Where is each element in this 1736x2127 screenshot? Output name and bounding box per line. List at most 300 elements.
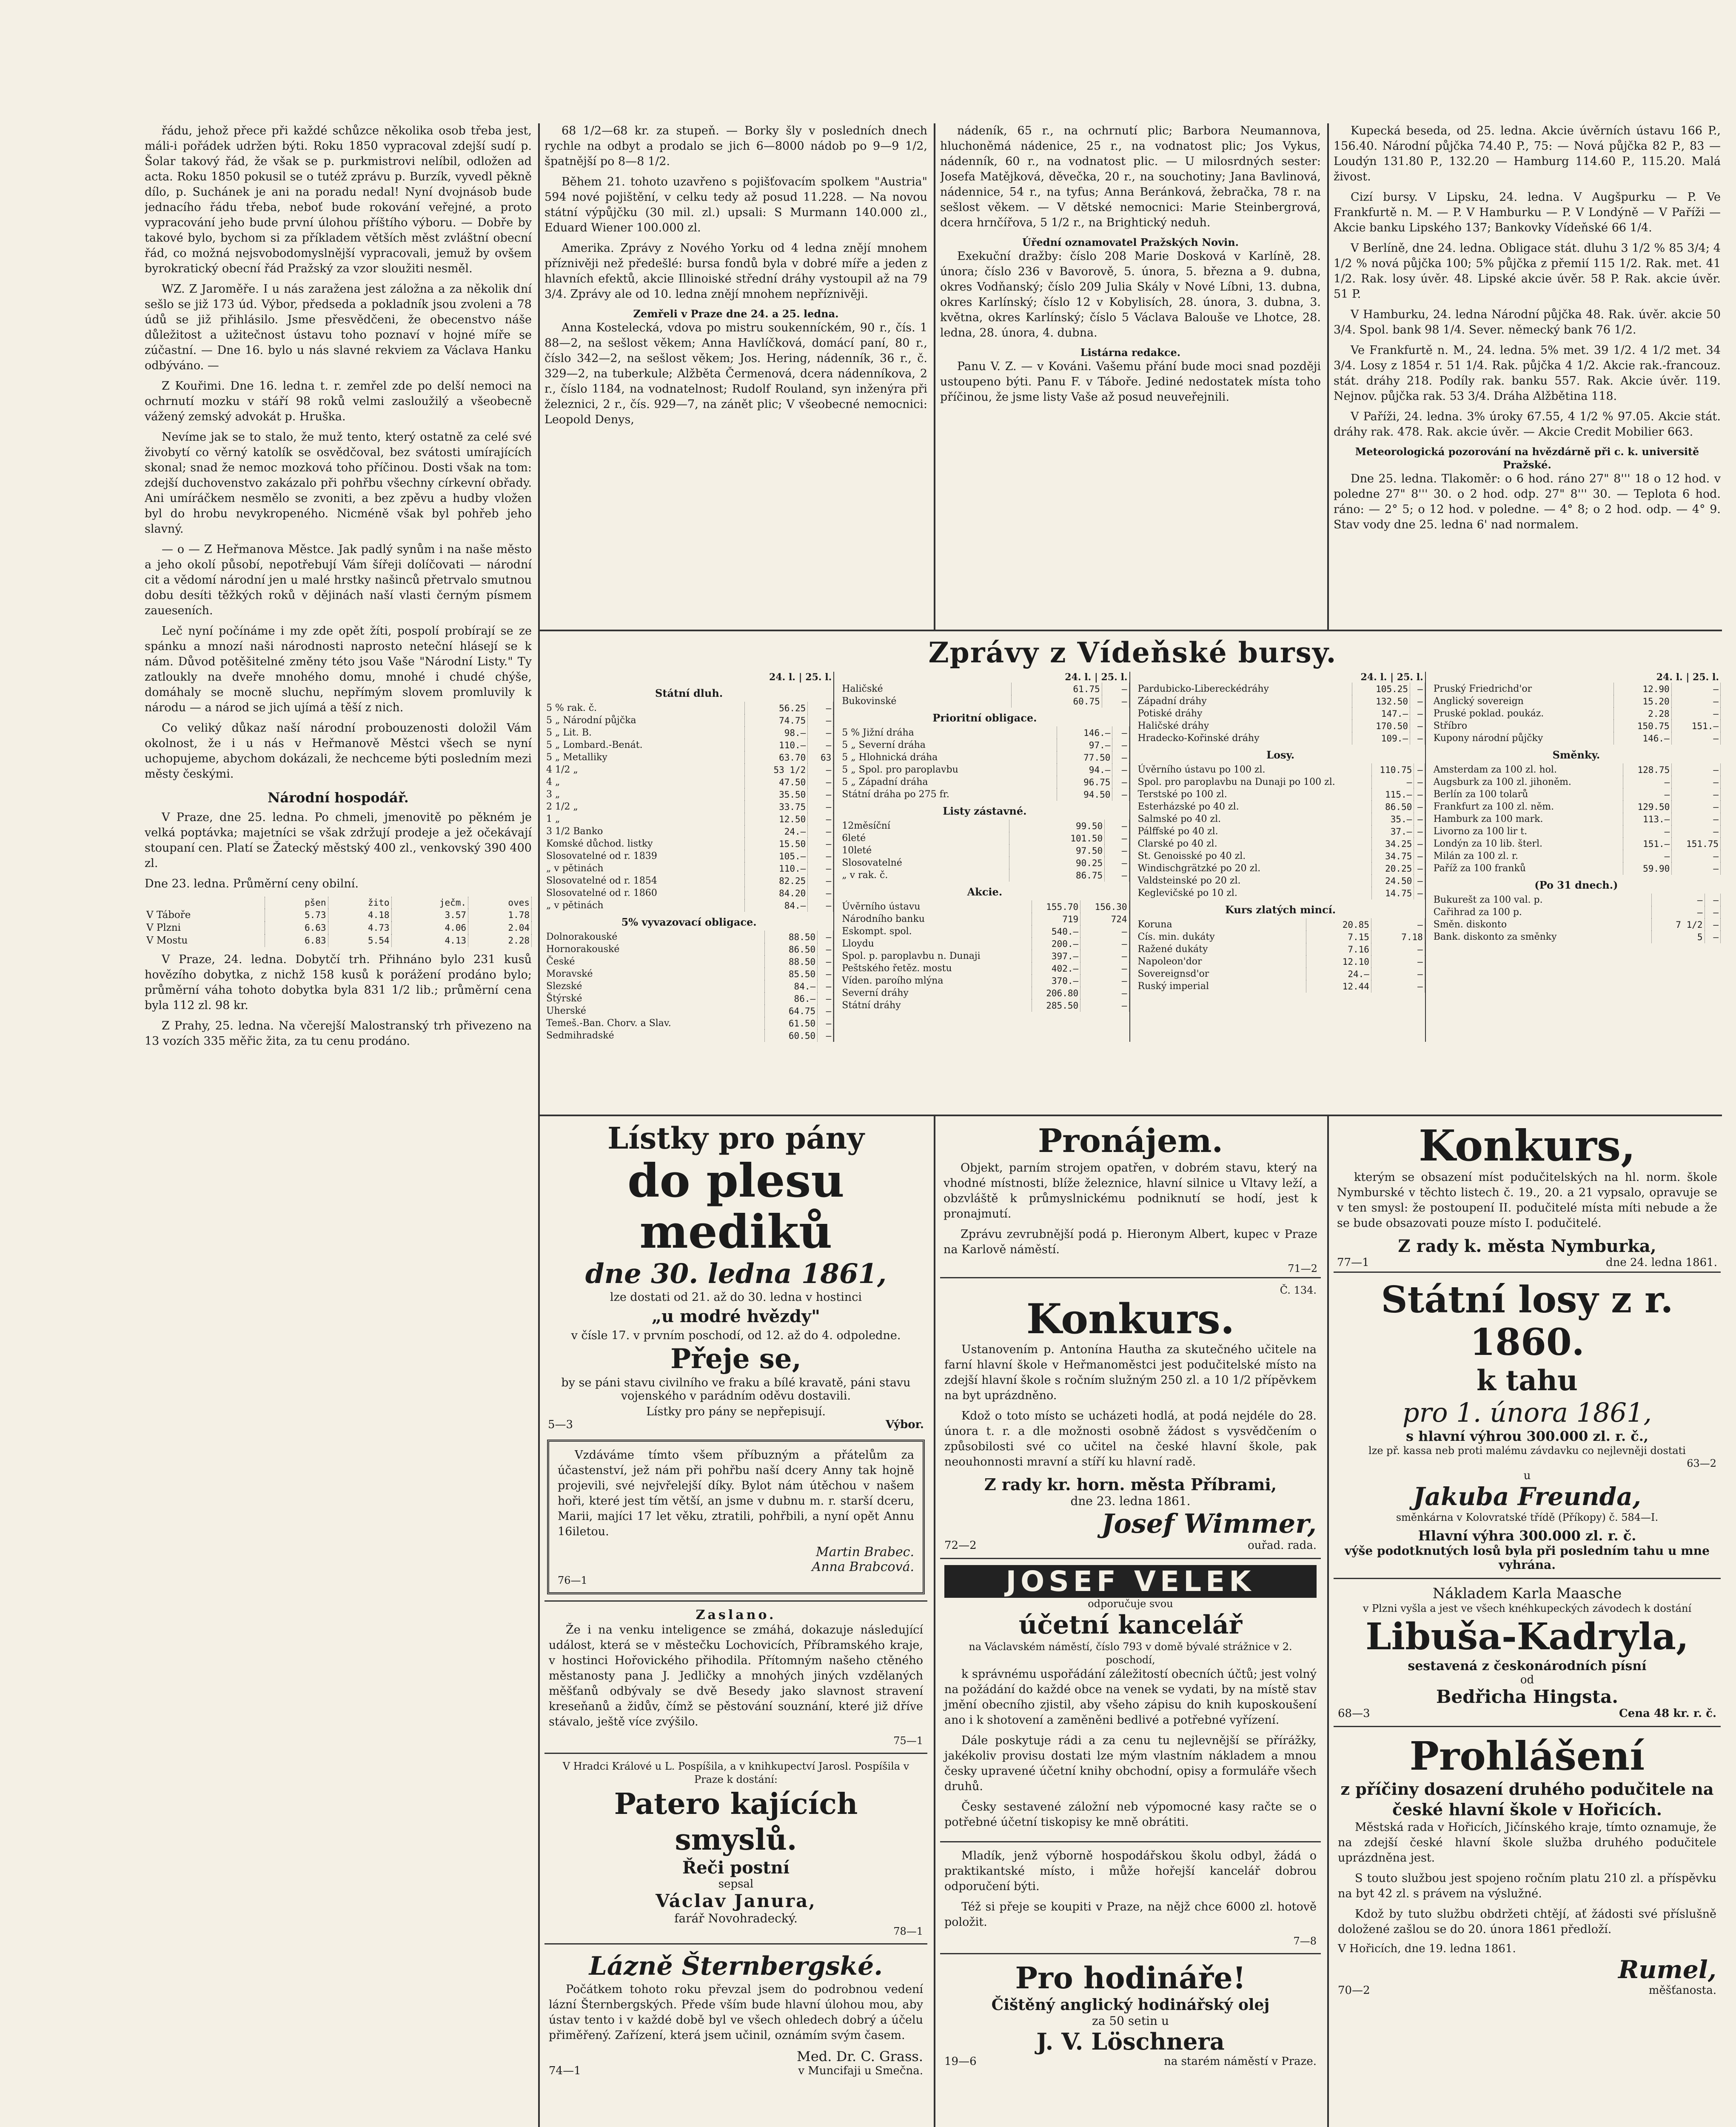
security-name: Cís. min. dukáty xyxy=(1136,931,1306,943)
ad-headline: JOSEF VELEK xyxy=(944,1565,1317,1598)
deaths-title: Zemřeli v Praze dne 24. a 25. ledna. xyxy=(633,308,839,320)
price-value: — xyxy=(1651,894,1705,906)
price-value: — xyxy=(1410,695,1425,707)
ad-headline: Státní losy z r. 1860. xyxy=(1381,1278,1673,1364)
price-value: 20.25 xyxy=(1371,862,1414,875)
security-name: 5 „ Spol. pro paroplavbu xyxy=(840,764,1057,776)
table-row xyxy=(544,727,833,739)
table-row xyxy=(840,844,1129,857)
ad-text: Vzdáváme tímto všem příbuzným a přátelům za účastenství, jež nám při pohřbu naší dcery Anny tak hojně projevili, své nejvřelejší díky. Bylot nám útěchou v našem hoři, které jest tím větší, an jsme v dubnu m. r. starší dceru, Marii, majíci 17 let věku, ztratili, pohřbili, a nyní opět Annu 16iletou. xyxy=(558,1448,914,1538)
table-row xyxy=(544,1029,833,1042)
ad-text: směnkárna v Kolovratské třídě (Příkopy) č. 584—I. xyxy=(1396,1511,1659,1523)
price-value: — xyxy=(1371,968,1425,980)
table-row xyxy=(544,1005,833,1017)
table-row xyxy=(145,921,532,934)
date-head: 24. l. xyxy=(1065,672,1092,683)
notice-text: Exekuční dražby: číslo 208 Marie Dosková v Karlíně, 28. února; číslo 236 v Bavorově, 5. února, 5. března a 9. dubna, okres Vodňanský; číslo 209 Julia Skály v Nové Líbni, 13. dubna, okres Karlínský; číslo 12 v Kobylisích, 28. února, 3. dubna, 3. května, okres Karlínský; číslo 5 Václava Balouše ve Lhotce, 28. ledna, 28. února, 4. dubna. xyxy=(940,250,1321,339)
price-value: 97.50 xyxy=(1009,844,1105,857)
security-name: Slosovatelné od r. 1839 xyxy=(544,850,745,862)
price-value: — xyxy=(1671,707,1720,720)
price-value: 151.— xyxy=(1671,720,1720,732)
security-name: St. Genoisské po 40 zl. xyxy=(1136,850,1372,862)
price-value: 200.— xyxy=(1032,938,1080,950)
price-value: — xyxy=(1623,788,1672,801)
table-row xyxy=(544,887,833,899)
security-name: 5 „ Národní půjčka xyxy=(544,714,745,727)
security-name: Peštského řetěz. mostu xyxy=(840,962,1032,975)
price-value: — xyxy=(808,739,833,751)
security-name: Směn. diskonto xyxy=(1432,918,1651,931)
ad-num: 77—1 xyxy=(1337,1256,1369,1269)
price-value: — xyxy=(1672,788,1721,801)
security-name: Sovereignsd'or xyxy=(1136,968,1306,980)
price-value: 101.50 xyxy=(1009,832,1105,844)
price-value: — xyxy=(1371,943,1425,955)
article-paragraph: Během 21. tohoto uzavřeno s pojišťovacím spolkem "Austria" 594 nové pojištění, v celku tedy až posud 11.228. — Na novou státní výpůjčku (30 mil. zl.) upsali: S Murmann 140.000 zl., Eduard Wiener 100.000 zl. xyxy=(544,175,927,234)
security-name: Slezské xyxy=(544,980,765,992)
ad-text: farář Novohradecký. xyxy=(674,1911,798,1925)
price-value: 105.— xyxy=(745,850,808,862)
security-name: Haličské xyxy=(840,683,1011,695)
price-value: 110.75 xyxy=(1371,764,1414,776)
ad-text: Václav Janura, xyxy=(656,1890,816,1911)
table-row xyxy=(544,955,833,968)
price-value: 110.— xyxy=(745,739,808,751)
security-name: Windischgrätzké po 20 zl. xyxy=(1136,862,1372,875)
security-name: 4 „ xyxy=(544,776,745,788)
security-name: 5 „ Lit. B. xyxy=(544,727,745,739)
security-name: Spol. p. paroplavbu n. Dunaji xyxy=(840,950,1032,962)
ad-headline: Konkurs. xyxy=(1026,1295,1235,1343)
section-title: Národní hospodář. xyxy=(268,790,409,806)
article-paragraph: Kupecká beseda, od 25. ledna. Akcie úvěrních ústavu 166 P., 156.40. Národní půjčka 74.40 P., 75: — Nová půjčka 82 P., 83 — Loudýn 131.80 P., 132.20 — Hamburg 114.60 P., 115.20. Malá živost. xyxy=(1334,124,1721,183)
article-paragraph: Leč nyní počínáme i my zde opět žíti, pospolí probírají se ze spánku a mnozí naši národnosti naprosto neteční hlásejí se k nám. Důvod potěšitelné změny této jsou Vaše "Národní Listy." Ty zatloukly na dveře mnohého domu, mnohé i chudé chýše, domáhaly se mocně sluchu, nepřímým slovem promluvily k národu — a národ se jich ujímá a těší z nich. xyxy=(145,624,532,714)
price-value: — xyxy=(818,992,833,1005)
price-value: 370.— xyxy=(1032,975,1080,987)
table-row xyxy=(1136,776,1425,788)
security-name: Koruna xyxy=(1136,918,1306,931)
price-value: 86.75 xyxy=(1009,869,1105,881)
price-value: 53 1/2 xyxy=(745,764,808,776)
security-name: Severní dráhy xyxy=(840,987,1032,999)
ad-num: 72—2 xyxy=(944,1539,977,1552)
date-head: 25. l. xyxy=(805,672,832,683)
table-row xyxy=(840,832,1129,844)
ad-text: Hlavní výhra 300.000 zl. r. č. xyxy=(1418,1528,1636,1544)
price-value: 37.— xyxy=(1371,825,1414,838)
price-value: 63 xyxy=(808,751,833,764)
table-cell: 6.83 xyxy=(265,934,328,947)
table-row xyxy=(840,788,1129,801)
ad-sign: Med. Dr. C. Grass. xyxy=(797,2048,923,2064)
security-name: 5 „ Metalliky xyxy=(544,751,745,764)
ad-text: k správnému uspořádání záležitostí obecních účtů; jest volný na požádání do každé obce na venek se vydati, by na místě stav jmění obecního zjistil, aby všeho zápisu do knih kuposkoušení ano i k shotovení a zaměněni bedlivé a potřebné vyřízení. xyxy=(944,1668,1317,1727)
table-row xyxy=(145,934,532,947)
ad-text: za 50 setin u xyxy=(1092,2014,1169,2028)
ad-text: dne 23. ledna 1861. xyxy=(1070,1494,1191,1508)
price-value: — xyxy=(808,714,833,727)
price-value: — xyxy=(1080,975,1129,987)
ad-sign-row xyxy=(1338,1984,1716,1997)
table-cell: 5.73 xyxy=(265,909,328,921)
security-name: Národního banku xyxy=(840,913,1032,925)
security-name: Státní dráhy xyxy=(840,999,1032,1012)
security-name: 10leté xyxy=(840,844,1009,857)
security-name: Paříž za 100 franků xyxy=(1432,862,1623,875)
article-paragraph: nádeník, 65 r., na ochrnutí plic; Barbora Neumannova, hluchoněmá nádenice, 25 r., na vodnatost plic; Jos Vykus, nádenník, 60 r., na vodnatost plic. — U milosrdných sester: Josefa Matějková, děvečka, 20 r., na souchotiny; Jana Bavlinová, nádennice, 54 r., na tyfus; Anna Beránková, žebračka, 78 r. na sešlost věkem. — V dětské nemocnici: Marie Steinbergrová, dcera hrnčířova, 5 1/2 r., na Brightický neduh. xyxy=(940,124,1321,229)
price-value: 12.50 xyxy=(745,813,808,825)
table-row xyxy=(1136,862,1425,875)
security-name: Anglický sovereign xyxy=(1432,695,1614,707)
table-row xyxy=(840,950,1129,962)
table-row xyxy=(840,925,1129,938)
price-value: 99.50 xyxy=(1009,820,1105,832)
ad-text: Objekt, parním strojem opatřen, v dobrém stavu, který na vhodné místnosti, blíže železnice, hlavní silnice u Vltavy leží, a obzvláště k průmyslnickému podniknutí se hodí, jest k pronajmutí. xyxy=(944,1161,1317,1220)
price-table xyxy=(1432,764,1721,875)
price-value: — xyxy=(1672,764,1721,776)
price-value: — xyxy=(1410,707,1425,720)
ad-text: Řeči postní xyxy=(682,1858,790,1878)
security-name: 3 „ xyxy=(544,788,745,801)
ad-text: „u modré hvězdy" xyxy=(652,1306,820,1326)
block-head: Kurs zlatých mincí. xyxy=(1225,904,1336,916)
ad-num: 70—2 xyxy=(1338,1984,1370,1997)
price-value: — xyxy=(1651,906,1705,918)
table-row xyxy=(1432,801,1721,813)
table-row xyxy=(544,899,833,912)
ad-ples xyxy=(544,1119,927,1434)
price-table xyxy=(1432,894,1721,943)
price-value: — xyxy=(1105,820,1129,832)
price-value: 146.— xyxy=(1057,727,1112,739)
table-row xyxy=(544,838,833,850)
table-header: ječm. xyxy=(391,897,468,909)
section-rule xyxy=(539,1115,1722,1116)
security-name: Pálffské po 40 zl. xyxy=(1136,825,1372,838)
table-row xyxy=(544,1017,833,1029)
ad-place: na starém náměstí v Praze. xyxy=(1164,2055,1317,2068)
price-value: — xyxy=(818,943,833,955)
price-value: 84.— xyxy=(765,980,818,992)
table-cell: 3.57 xyxy=(391,909,468,921)
security-name: Keglevičské po 10 zl. xyxy=(1136,887,1372,899)
security-name: Hornorakouské xyxy=(544,943,765,955)
ad-headline: Konkurs, xyxy=(1419,1121,1636,1171)
ad-text: lze dostati od 21. až do 30. ledna v hostinci xyxy=(610,1291,862,1304)
ad-text: v Plzni vyšla a jest ve všech knéhkupeckých závodech k dostání xyxy=(1363,1602,1692,1614)
price-value: — xyxy=(808,776,833,788)
price-value: — xyxy=(808,887,833,899)
price-table xyxy=(840,901,1129,1012)
table-row xyxy=(544,992,833,1005)
date-head: 25. l. xyxy=(1397,672,1423,683)
table-row xyxy=(1136,943,1425,955)
price-table xyxy=(544,931,833,1042)
price-table xyxy=(1136,918,1425,992)
ad-text: výše podotknutých losů byla při posledním tahu u mne vyhrána. xyxy=(1345,1544,1710,1572)
price-value: 285.50 xyxy=(1032,999,1080,1012)
article-paragraph: Cizí bursy. V Lipsku, 24. ledna. V Augšpurku — P. Ve Frankfurtě n. M. — P. V Hamburku — P. V Londýně — V Paříži — Akcie banku Lipského 137; Bankovky Vídeňské 66 1/4. xyxy=(1334,191,1721,234)
notice-title: Úřední oznamovatel Pražských Novin. xyxy=(1022,236,1239,248)
editor-title: Listárna redakce. xyxy=(1080,346,1181,359)
ad-headline: Libuša-Kadryla, xyxy=(1365,1615,1689,1658)
table-row xyxy=(1432,906,1721,918)
security-name: Ruský imperial xyxy=(1136,980,1306,992)
table-row xyxy=(840,776,1129,788)
block-head: (Po 31 dnech.) xyxy=(1534,879,1618,891)
price-value: — xyxy=(1105,844,1129,857)
table-row xyxy=(1432,918,1721,931)
price-value: — xyxy=(1080,938,1129,950)
security-name: Bukurešt za 100 val. p. xyxy=(1432,894,1651,906)
ad-text: Ustanovením p. Antonína Hautha za skutečného učitele na farní hlavní škole v Heřmanoměstci jest podučitelské místo na zdejší hlavní škole s ročním služným 250 zl. a 10 1/2 přípěvkem na byt uprázdněno. xyxy=(944,1343,1317,1402)
price-value: 60.50 xyxy=(765,1029,818,1042)
ad-headline: Patero kajících smyslů. xyxy=(614,1787,858,1857)
security-name: Moravské xyxy=(544,968,765,980)
security-name: „ v pětinách xyxy=(544,862,745,875)
ad-headline: Jakuba Freunda, xyxy=(1413,1482,1641,1511)
bursa-title: Zprávy z Vídeňské bursy. xyxy=(928,636,1337,669)
table-row xyxy=(544,875,833,887)
price-value: — xyxy=(1623,825,1672,838)
ad-headline: Pro hodináře! xyxy=(1015,1960,1246,1996)
security-name: Víden. paroího mlýna xyxy=(840,975,1032,987)
table-row xyxy=(840,999,1129,1012)
ad-sign: Rumel, xyxy=(1618,1955,1716,1984)
price-value: — xyxy=(1414,875,1425,887)
table-row xyxy=(1136,732,1425,744)
security-name: „ v rak. č. xyxy=(840,869,1009,881)
ad-text: Čištěný anglický hodinářský olej xyxy=(991,1996,1270,2014)
ad-num: 7—8 xyxy=(1293,1935,1317,1947)
price-value: 98.— xyxy=(745,727,808,739)
price-value: — xyxy=(1080,925,1129,938)
ad-libusa xyxy=(1334,1578,1721,1726)
ad-sign-row xyxy=(549,2064,923,2077)
price-value: — xyxy=(808,850,833,862)
table-row xyxy=(1136,968,1425,980)
ad-hodinare xyxy=(940,1953,1321,2074)
ad-velek xyxy=(940,1558,1321,1841)
table-cell: V Plzni xyxy=(145,921,265,934)
price-value: — xyxy=(1672,825,1721,838)
security-name: Ražené dukáty xyxy=(1136,943,1306,955)
price-value: — xyxy=(1672,850,1721,862)
security-name: Eskompt. spol. xyxy=(840,925,1032,938)
price-value: 147.— xyxy=(1352,707,1410,720)
ad-text: Že i na venku inteligence se zmáhá, dokazuje následující událost, která se v městečku Lochovicích, Příbramského kraje, v hostinci Hořovického přihodila. Přítomným našeho ctěného městanosty pana J. Jedličky a mnohých jiných vzdělaných měšťanů odbývaly se dvě Besedy jako slavnost stravení kreseňanů a židův, čímž se pěstování souznání, které již dříve stávalo, ještě více zvýšilo. xyxy=(549,1623,923,1728)
column-4-top xyxy=(1334,123,1721,625)
table-row xyxy=(1432,720,1721,732)
article-paragraph: V Hamburku, 24. ledna Národní půjčka 48. Rak. úvěr. akcie 50 3/4. Spol. bank 98 1/4. Sever. německý bank 76 1/2. xyxy=(1334,308,1721,336)
ad-num: Č. 134. xyxy=(1280,1284,1317,1296)
price-value: 34.25 xyxy=(1371,838,1414,850)
price-value: 7.15 xyxy=(1306,931,1371,943)
security-name: Temeš.-Ban. Chorv. a Slav. xyxy=(544,1017,765,1029)
price-value: 60.75 xyxy=(1012,695,1102,707)
ad-sign-row xyxy=(944,1539,1317,1552)
table-row xyxy=(544,764,833,776)
ad-patero xyxy=(544,1753,927,1943)
table-cell: 4.13 xyxy=(391,934,468,947)
article-paragraph: V Paříži, 24. ledna. 3% úroky 67.55, 4 1/2 % 97.05. Akcie stát. dráhy rak. 478. Rak. akcie úvěr. — Akcie Credit Mobilier 663. xyxy=(1334,410,1721,439)
ad-headline: do plesu mediků xyxy=(627,1154,844,1259)
ad-text: lze př. kassa neb proti malému závdavku co nejlevněji dostati xyxy=(1368,1445,1686,1457)
price-value: 63.70 xyxy=(745,751,808,764)
ads-column-3 xyxy=(940,1119,1321,2127)
price-value: — xyxy=(1112,776,1129,788)
security-name: 4 1/2 „ xyxy=(544,764,745,776)
column-rule xyxy=(934,123,935,630)
price-value: 540.— xyxy=(1032,925,1080,938)
price-value: — xyxy=(818,931,833,943)
price-value: — xyxy=(1414,813,1425,825)
table-row xyxy=(544,931,833,943)
article-paragraph: 68 1/2—68 kr. za stupeň. — Borky šly v posledních dnech rychle na odbyt a prodalo se jich 6—8000 nádob po 9—9 1/2, špatnější po 8—8 1/2. xyxy=(544,124,927,168)
bursa-date-head: 24. l. | 25. l. xyxy=(1360,672,1423,683)
grain-price-table xyxy=(145,897,532,947)
price-value: — xyxy=(1112,788,1129,801)
column-rule xyxy=(538,123,540,2127)
price-value: — xyxy=(808,875,833,887)
price-value: — xyxy=(1105,857,1129,869)
table-row xyxy=(1432,695,1721,707)
security-name: Haličské dráhy xyxy=(1136,720,1352,732)
ad-num: 63—2 xyxy=(1687,1457,1716,1469)
price-value: 35.— xyxy=(1371,813,1414,825)
ad-headline: J. V. Löschnera xyxy=(1036,2028,1225,2055)
ad-num: 75—1 xyxy=(893,1735,923,1747)
price-value: — xyxy=(808,825,833,838)
price-value: 64.75 xyxy=(765,1005,818,1017)
security-name: Lloydu xyxy=(840,938,1032,950)
price-value: — xyxy=(1705,931,1720,943)
price-value: 105.25 xyxy=(1352,683,1410,695)
table-row xyxy=(840,727,1129,739)
price-value: — xyxy=(1112,764,1129,776)
table-row xyxy=(544,788,833,801)
price-value: — xyxy=(1080,987,1129,999)
table-row xyxy=(1432,776,1721,788)
table-row xyxy=(1432,683,1721,695)
ad-text: odporučuje svou xyxy=(1088,1598,1173,1610)
ad-headline: Lístky pro pány xyxy=(607,1121,864,1156)
ad-text: Kdož o toto místo se ucházeti hodlá, at podá nejdéle do 28. února t. r. a dle možnosti osobně žádost s vysvědčením o způsobilosti své co učitel na české hlavní škole, pak neouhonnosti mravní a stíří ku hlavní radě. xyxy=(944,1409,1317,1468)
market-paragraph: Z Prahy, 25. ledna. Na včerejší Malostranský trh přivezeno na 13 vozích 335 měřic žita, za tu cenu prodáno. xyxy=(145,1019,532,1048)
column-rule xyxy=(934,1115,935,2127)
table-row xyxy=(840,683,1129,695)
table-header-row xyxy=(145,897,532,909)
price-value: — xyxy=(818,1005,833,1017)
security-name: Potiské dráhy xyxy=(1136,707,1352,720)
price-value: — xyxy=(1671,683,1720,695)
table-row xyxy=(544,943,833,955)
price-value: 15.50 xyxy=(745,838,808,850)
price-value: — xyxy=(1371,918,1425,931)
security-name: Slosovatelné xyxy=(840,857,1009,869)
price-value: 397.— xyxy=(1032,950,1080,962)
ad-prohlaseni xyxy=(1334,1726,1721,2003)
security-name: Západní dráhy xyxy=(1136,695,1352,707)
price-value: 15.20 xyxy=(1614,695,1671,707)
price-value: 151.75 xyxy=(1672,838,1721,850)
ad-num: 71—2 xyxy=(1288,1263,1317,1274)
ad-sign: Výbor. xyxy=(885,1418,924,1431)
table-row xyxy=(840,764,1129,776)
price-value: — xyxy=(1414,788,1425,801)
price-value: 88.50 xyxy=(765,931,818,943)
price-table xyxy=(1136,764,1425,899)
table-row xyxy=(544,980,833,992)
price-value: — xyxy=(1623,776,1672,788)
ad-text: Též si přeje se koupiti v Praze, na nějž chce 6000 zl. hotově položit. xyxy=(944,1900,1317,1929)
price-value: — xyxy=(1705,906,1720,918)
table-row xyxy=(840,962,1129,975)
deaths-text: Anna Kostelecká, vdova po mistru soukenníckém, 90 r., čís. 1 88—2, na sešlost věkem; Anna Havlíčková, domácí paní, 80 r., číslo 342—2, na sešlost věkem; Jos. Hering, nádenník, 36 r., č. 329—2, na tuberkule; Alžběta Čermenová, dcera nádenníkova, 2 r., číslo 1184, na vodnatelnost; Rudolf Rouland, syn inženýra při železnici, 2 r., čís. 929—7, na zánět plic; V všeobecné nemocnici: Leopold Denys, xyxy=(544,321,927,426)
security-name: Bank. diskonto za směnky xyxy=(1432,931,1651,943)
price-table xyxy=(840,727,1129,801)
ad-text: S touto službou jest spojeno ročním platu 210 zl. a příspěvku na byt 42 zl. s právem na výslužné. xyxy=(1338,1872,1716,1900)
security-name: 12měsíční xyxy=(840,820,1009,832)
table-row xyxy=(544,862,833,875)
price-value: 2.28 xyxy=(1614,707,1671,720)
table-row xyxy=(544,739,833,751)
ad-brabec xyxy=(547,1440,925,1594)
price-value: 146.— xyxy=(1614,732,1671,744)
security-name: Úvěrního ústavu xyxy=(840,901,1032,913)
price-value: 86.50 xyxy=(1371,801,1414,813)
price-value: — xyxy=(1414,776,1425,788)
table-row xyxy=(1432,732,1721,744)
table-row xyxy=(840,739,1129,751)
ad-text: Česky sestavené záložní neb výpomocné kasy račte se o potřebné účetní tiskopisy ke mně obrátiti. xyxy=(944,1800,1317,1829)
price-value: 150.75 xyxy=(1614,720,1671,732)
table-row xyxy=(1432,894,1721,906)
price-value: — xyxy=(1672,813,1721,825)
column-3-top xyxy=(940,123,1321,625)
security-name: Štýrské xyxy=(544,992,765,1005)
table-row xyxy=(1136,683,1425,695)
price-value: — xyxy=(1414,801,1425,813)
price-value: 24.— xyxy=(745,825,808,838)
security-name: České xyxy=(544,955,765,968)
table-row xyxy=(840,857,1129,869)
price-value: 94.— xyxy=(1057,764,1112,776)
security-name: Pruské poklad. poukáz. xyxy=(1432,707,1614,720)
table-cell: 4.18 xyxy=(328,909,391,921)
price-value: — xyxy=(808,813,833,825)
price-value: 85.50 xyxy=(765,968,818,980)
ad-headline: Prohlášení xyxy=(1409,1733,1645,1779)
price-value: — xyxy=(808,801,833,813)
price-table xyxy=(1136,683,1425,744)
ad-text: Bedřicha Hingsta. xyxy=(1436,1686,1619,1707)
price-value: 110.— xyxy=(745,862,808,875)
price-value: 719 xyxy=(1032,913,1080,925)
table-row xyxy=(1136,838,1425,850)
price-value: — xyxy=(808,727,833,739)
ad-text: Městská rada v Hořicích, Jičínského kraje, tímto oznamuje, že na zdejší české hlavní škole služba druhého podučitele uprázdněna jest. xyxy=(1338,1821,1716,1865)
table-row xyxy=(1136,801,1425,813)
table-row xyxy=(544,702,833,714)
price-value: 77.50 xyxy=(1057,751,1112,764)
ad-text: Z rady kr. horn. města Příbrami, xyxy=(984,1475,1277,1494)
price-value: 155.70 xyxy=(1032,901,1080,913)
ad-sign: Martin Brabec. xyxy=(815,1545,914,1560)
article-paragraph: Z Kouřimi. Dne 16. ledna t. r. zemřel zde po delší nemoci na ochrnutí mozku v stáří 98 roků velmi zasloužilý a všeobecně vážený zemský advokát p. Hruška. xyxy=(145,379,532,423)
price-value: 94.50 xyxy=(1057,788,1112,801)
ad-date: V Hořicích, dne 19. ledna 1861. xyxy=(1338,1942,1516,1955)
